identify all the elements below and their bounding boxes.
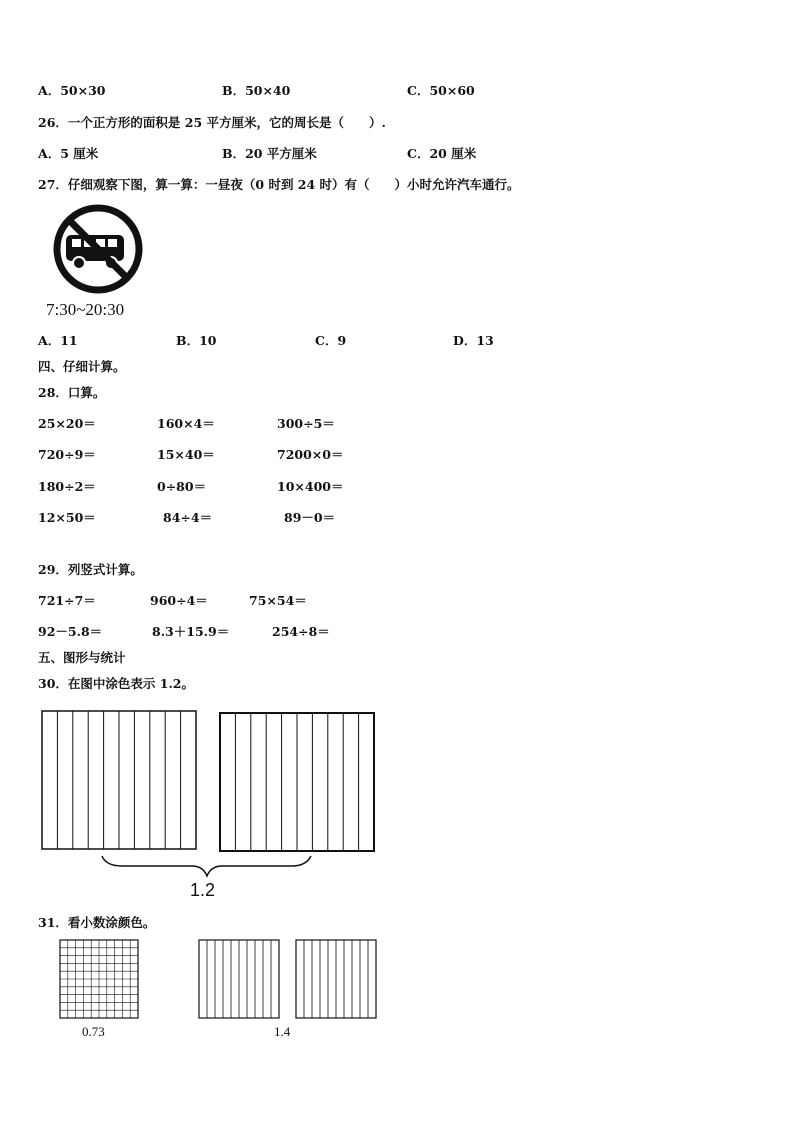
q29-item: 254÷8＝ xyxy=(272,624,330,639)
q28-item: 89－0＝ xyxy=(284,510,336,525)
q29-item: 8.3＋15.9＝ xyxy=(152,624,230,639)
q27-stem: 27．仔细观察下图，算一算：一昼夜（0 时到 24 时）有（ ）小时允许汽车通行。 xyxy=(38,177,520,192)
q31-tenths-grid-1 xyxy=(199,940,279,1018)
q31-hundred-grid xyxy=(60,940,138,1018)
q26-stem: 26．一个正方形的面积是 25 平方厘米，它的周长是（ ）. xyxy=(38,115,386,130)
sign-time-range: 7:30~20:30 xyxy=(46,300,125,319)
q28-item: 0÷80＝ xyxy=(157,479,207,494)
q30-brace xyxy=(102,856,311,876)
q25-option-b: B．50×40 xyxy=(222,83,291,98)
q30-stem: 30．在图中涂色表示 1.2。 xyxy=(38,676,194,691)
q28-item: 160×4＝ xyxy=(157,416,215,431)
q26-option-a: A．5 厘米 xyxy=(38,146,99,161)
q29-stem: 29．列竖式计算。 xyxy=(38,562,143,577)
q31-tenths-grid-2 xyxy=(296,940,376,1018)
q28-stem: 28．口算。 xyxy=(38,385,106,400)
q28-item: 7200×0＝ xyxy=(277,447,344,462)
q26-option-c: C．20 厘米 xyxy=(407,146,477,161)
q27-option-b: B．10 xyxy=(176,333,217,348)
q28-item: 180÷2＝ xyxy=(38,479,96,494)
q27-option-d: D．13 xyxy=(453,333,494,348)
q31-label-tenths: 1.4 xyxy=(274,1024,291,1039)
q25-option-c: C．50×60 xyxy=(407,83,475,98)
q28-item: 300÷5＝ xyxy=(277,416,335,431)
q28-item: 10×400＝ xyxy=(277,479,344,494)
q27-option-c: C．9 xyxy=(315,333,347,348)
q31-label-hundredths: 0.73 xyxy=(82,1024,105,1039)
q28-item: 84÷4＝ xyxy=(163,510,213,525)
q29-item: 92－5.8＝ xyxy=(38,624,103,639)
q28-item: 12×50＝ xyxy=(38,510,96,525)
section-5-heading: 五、图形与统计 xyxy=(38,650,126,665)
q30-brace-label: 1.2 xyxy=(190,880,216,900)
section-4-heading: 四、仔细计算。 xyxy=(38,359,126,374)
q25-option-a: A．50×30 xyxy=(38,83,106,98)
q30-left-grid xyxy=(42,711,196,849)
q29-item: 75×54＝ xyxy=(249,593,307,608)
q28-item: 720÷9＝ xyxy=(38,447,96,462)
q27-option-a: A．11 xyxy=(38,333,78,348)
no-bus-sign-icon xyxy=(57,208,139,290)
q31-stem: 31．看小数涂颜色。 xyxy=(38,915,156,930)
q26-option-b: B．20 平方厘米 xyxy=(222,146,317,161)
q28-item: 15×40＝ xyxy=(157,447,215,462)
q29-item: 721÷7＝ xyxy=(38,593,96,608)
q30-right-grid xyxy=(220,713,374,851)
q28-item: 25×20＝ xyxy=(38,416,96,431)
q29-item: 960÷4＝ xyxy=(150,593,208,608)
